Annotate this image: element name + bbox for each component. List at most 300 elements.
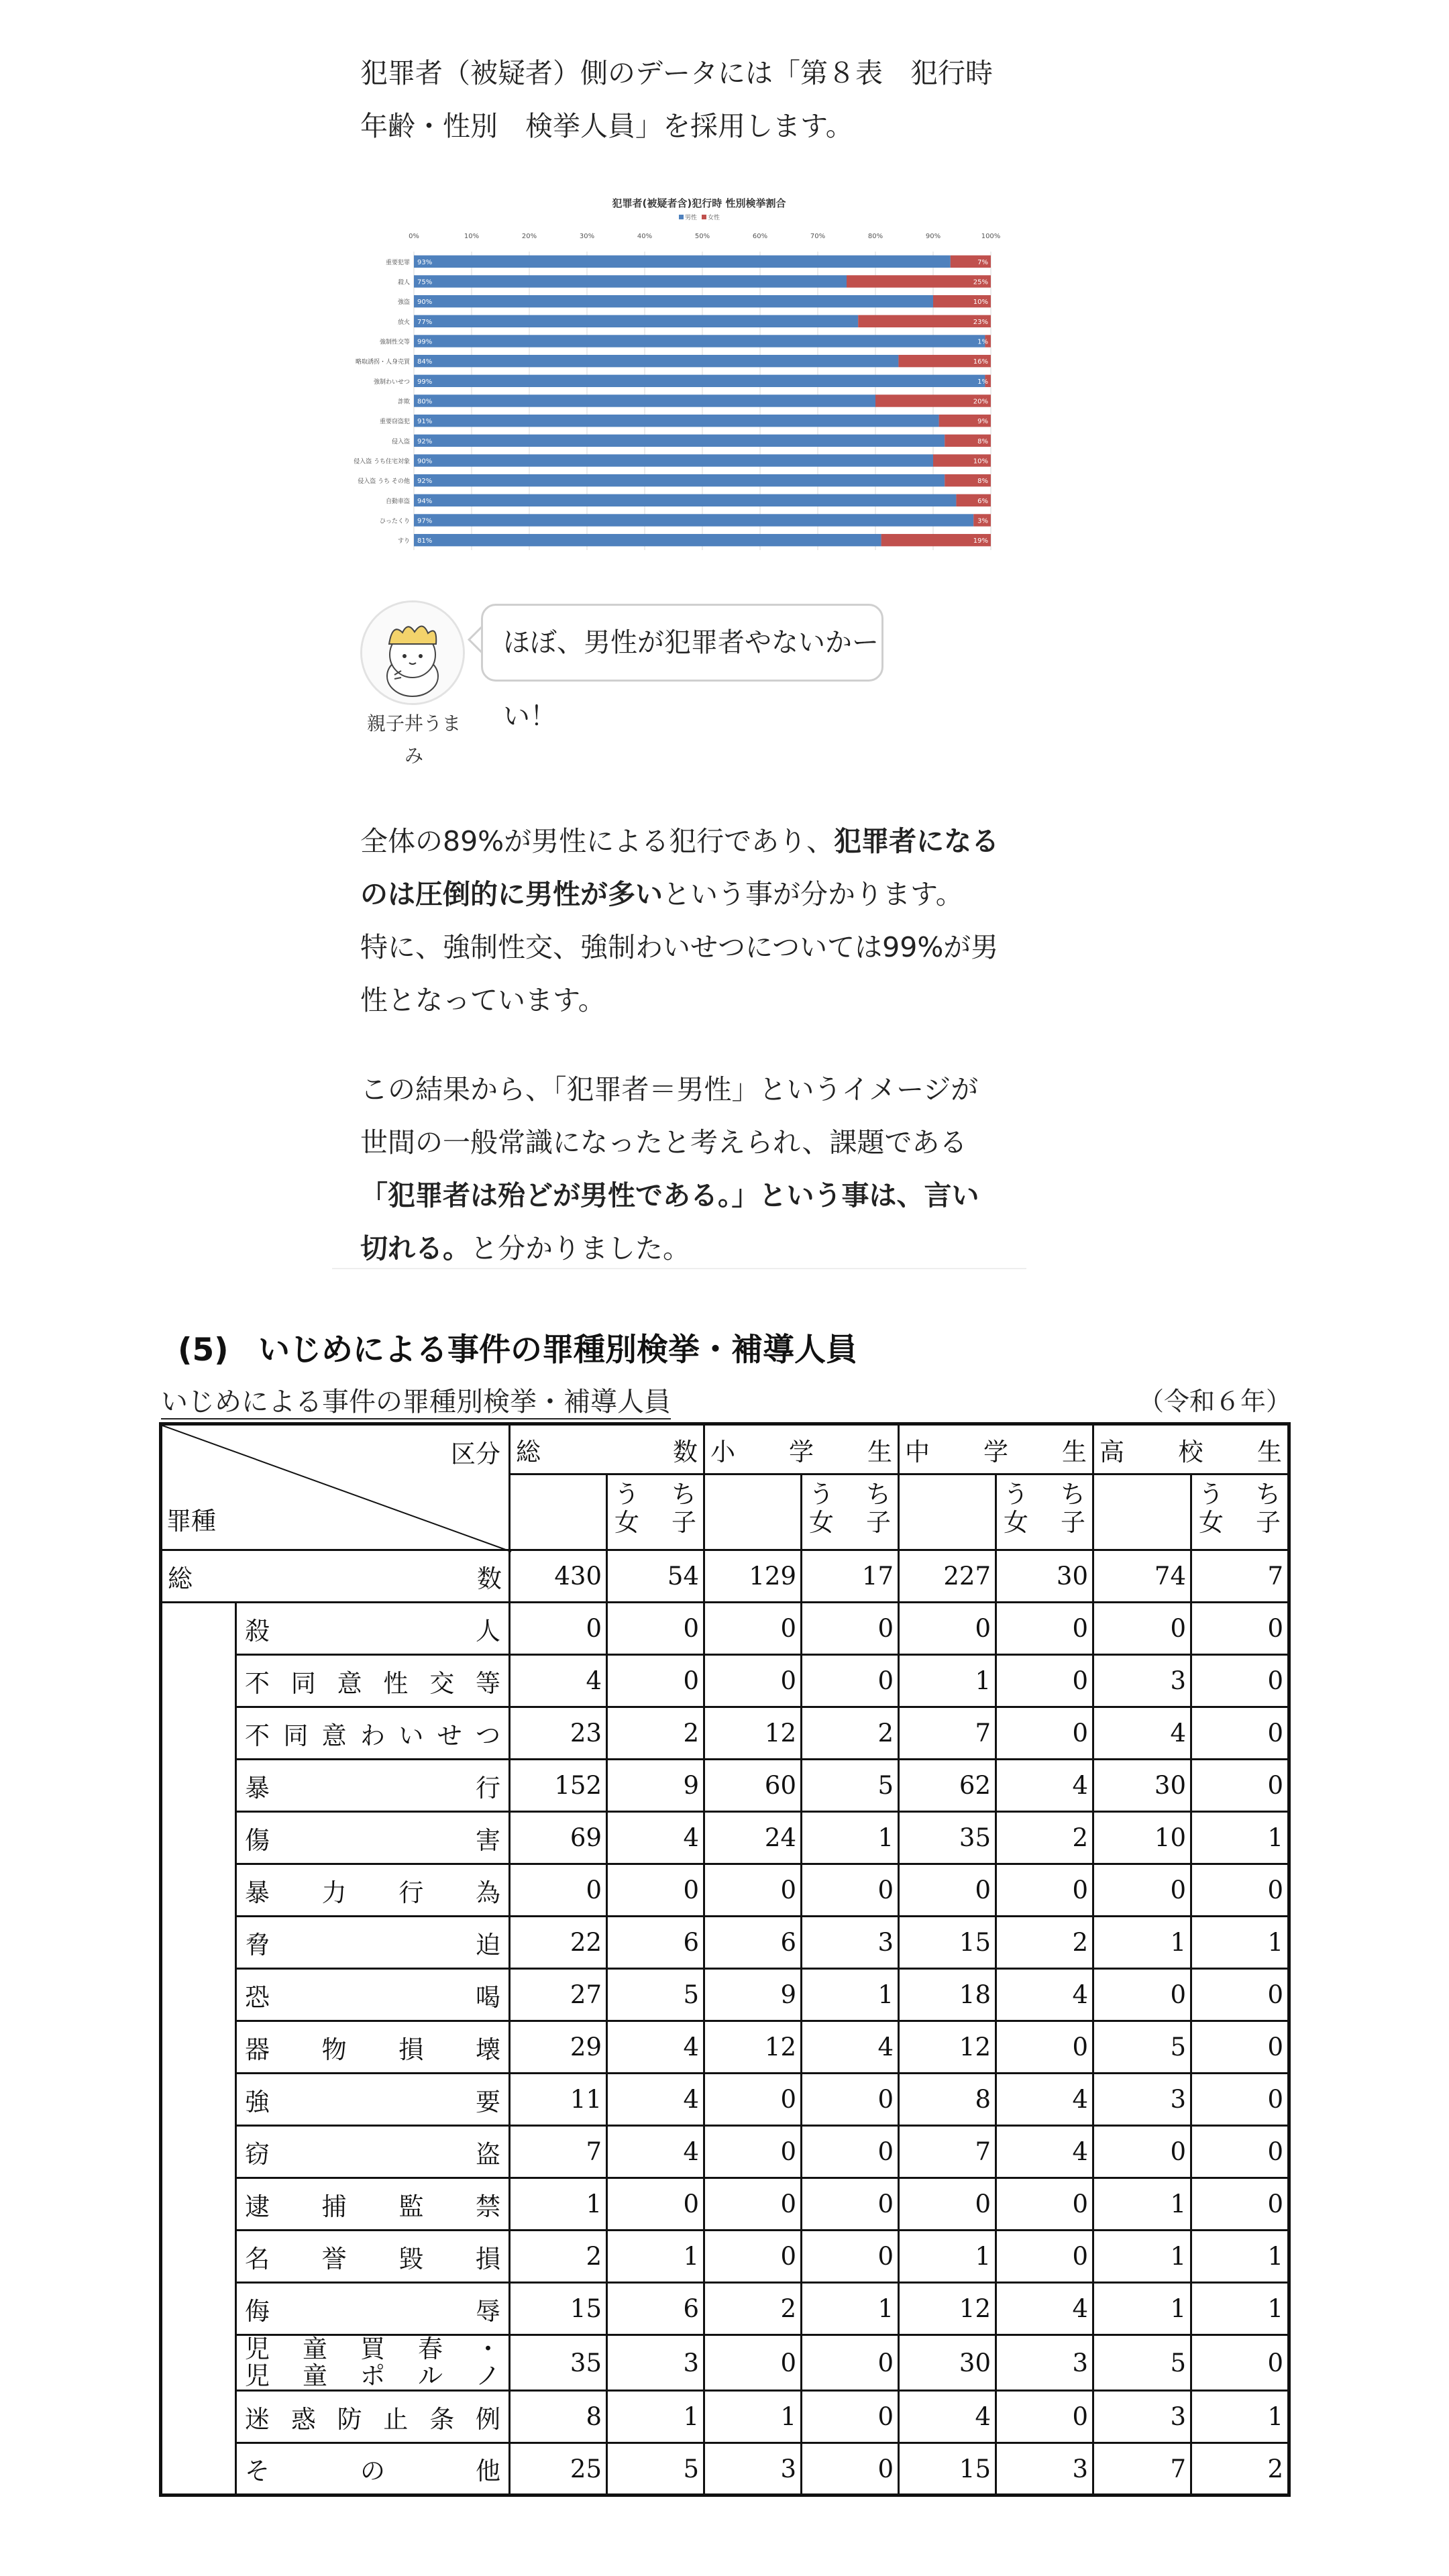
table-cell: 2: [802, 1707, 899, 1760]
chart-svg: [354, 188, 1011, 557]
data-label: 7%: [977, 258, 988, 266]
table-cell: 1: [1191, 2391, 1289, 2443]
sub-header-female: う ち 女 子: [996, 1474, 1093, 1550]
table-cell: 5: [802, 1760, 899, 1812]
category-label: 重要犯罪: [385, 259, 410, 266]
table-cell: 3: [1093, 2074, 1191, 2126]
table-cell: 29: [510, 2021, 607, 2074]
sub-header-female: う ち 女 子: [1191, 1474, 1289, 1550]
row-label: 侮 辱: [236, 2283, 510, 2335]
table-year: （令和６年）: [1138, 1387, 1292, 1416]
row-indent: [161, 1969, 236, 2021]
table-cell: 0: [1191, 2178, 1289, 2231]
para2-text-a: 全体の89%が男性による犯行であり、: [360, 825, 835, 857]
table-cell: 0: [996, 2231, 1093, 2283]
chart-title: 犯罪者(被疑者含)犯行時 性別検挙割合: [612, 197, 786, 209]
bar-segment: [414, 514, 973, 526]
x-tick-label: 90%: [925, 233, 941, 240]
table-cell: 0: [802, 2391, 899, 2443]
table-cell: 30: [1093, 1760, 1191, 1812]
row-indent: [161, 2283, 236, 2335]
row-indent: [161, 1760, 236, 1812]
data-label: 99%: [417, 338, 433, 346]
table-row: [161, 2126, 1289, 2178]
category-label: 侵入盗: [391, 438, 410, 445]
row-indent: [161, 2021, 236, 2074]
table-cell: 0: [704, 2231, 802, 2283]
category-label: 重要窃盗犯: [379, 419, 410, 426]
data-label: 91%: [417, 418, 433, 426]
data-label: 97%: [417, 517, 433, 525]
row-indent: [161, 2335, 236, 2391]
table-cell: 1: [1093, 1917, 1191, 1969]
para2-text-e: 特に、強制性交、強制わいせつについては99%が男: [360, 931, 999, 963]
table-row: [161, 1864, 1289, 1917]
para2-bold-b: 犯罪者になる: [834, 825, 1000, 857]
row-indent: [161, 1812, 236, 1864]
table-cell: 129: [704, 1550, 802, 1603]
table-cell: 2: [704, 2283, 802, 2335]
table-cell: 2: [1191, 2443, 1289, 2496]
table-cell: 0: [802, 2126, 899, 2178]
data-label: 8%: [977, 478, 988, 486]
row-label: 殺 人: [236, 1603, 510, 1655]
para2-text-f: 性となっています。: [360, 984, 606, 1016]
table-cell: 7: [899, 1707, 996, 1760]
table-cell: 5: [1093, 2335, 1191, 2391]
para3-bold-d: 切れる。: [360, 1232, 470, 1265]
table-cell: 1: [607, 2231, 704, 2283]
row-indent: [161, 1603, 236, 1655]
x-tick-label: 10%: [464, 233, 480, 240]
table-cell: 0: [802, 2335, 899, 2391]
table-row: [161, 2391, 1289, 2443]
table-cell: 7: [1191, 1550, 1289, 1603]
data-label: 81%: [417, 537, 433, 545]
bullying-crime-table: [159, 1422, 1291, 2497]
row-label: 迷 惑 防 止 条 例: [236, 2391, 510, 2443]
group-header-high-school: 高 校 生: [1093, 1424, 1289, 1474]
data-label: 9%: [977, 418, 988, 426]
table-cell: 1: [802, 2283, 899, 2335]
table-cell: 15: [510, 2283, 607, 2335]
table-cell: 0: [704, 1864, 802, 1917]
row-indent: [161, 2391, 236, 2443]
bar-segment: [414, 315, 858, 327]
table-cell: 4: [899, 2391, 996, 2443]
table-cell: 0: [607, 1655, 704, 1707]
group-header-elementary: 小 学 生: [704, 1424, 899, 1474]
legend-swatch: [702, 215, 706, 219]
table-cell: 4: [607, 2074, 704, 2126]
table-row: [161, 1707, 1289, 1760]
para3-text-a: この結果から、「犯罪者＝男性」というイメージが: [360, 1073, 979, 1106]
table-cell: 2: [607, 1707, 704, 1760]
table-cell: 62: [899, 1760, 996, 1812]
gender-ratio-chart: [354, 188, 1011, 557]
legend-label: 女性: [708, 215, 720, 221]
intro-line1: 犯罪者（被疑者）側のデータには「第８表 犯行時: [360, 57, 993, 89]
row-label-total: 総 数: [161, 1550, 510, 1603]
table-cell: 5: [607, 2443, 704, 2496]
table-cell: 4: [996, 2074, 1093, 2126]
table-cell: 4: [510, 1655, 607, 1707]
table-cell: 3: [996, 2443, 1093, 2496]
category-label: 略取誘拐・人身売買: [355, 359, 410, 366]
table-cell: 0: [802, 1864, 899, 1917]
table-cell: 1: [899, 2231, 996, 2283]
x-tick-label: 70%: [810, 233, 826, 240]
table-cell: 0: [1191, 1655, 1289, 1707]
table-cell: 4: [996, 2126, 1093, 2178]
table-cell: 0: [607, 2178, 704, 2231]
table-row: [161, 2021, 1289, 2074]
analysis-paragraph: [360, 815, 1031, 1027]
table-cell: 0: [802, 2231, 899, 2283]
table-cell: 30: [996, 1550, 1093, 1603]
data-label: 1%: [977, 338, 988, 346]
table-cell: 12: [704, 1707, 802, 1760]
table-cell: 152: [510, 1760, 607, 1812]
table-cell: 0: [1191, 1707, 1289, 1760]
cat-avatar-icon: [362, 602, 463, 703]
comment-text: ほぼ、男性が犯罪者やないかーい！: [503, 627, 879, 732]
table-cell: 4: [607, 2126, 704, 2178]
category-label: 侵入盗 うち住宅対象: [354, 458, 410, 466]
row-label: 恐 喝: [236, 1969, 510, 2021]
table-cell: 1: [802, 1969, 899, 2021]
table-cell: 4: [802, 2021, 899, 2074]
intro-paragraph: [360, 47, 1031, 153]
row-indent: [161, 2126, 236, 2178]
table-row: [161, 1655, 1289, 1707]
data-label: 10%: [973, 458, 988, 466]
table-cell: 3: [704, 2443, 802, 2496]
x-tick-label: 50%: [694, 233, 710, 240]
group-header-junior-high: 中 学 生: [899, 1424, 1093, 1474]
table-cell: 0: [510, 1603, 607, 1655]
table-cell: 3: [802, 1917, 899, 1969]
row-label: 器 物 損 壊: [236, 2021, 510, 2074]
table-cell: 4: [996, 2283, 1093, 2335]
table-cell: 3: [1093, 1655, 1191, 1707]
data-label: 20%: [973, 398, 988, 406]
table-cell: 12: [704, 2021, 802, 2074]
table-cell: 0: [704, 1603, 802, 1655]
row-label: 逮 捕 監 禁: [236, 2178, 510, 2231]
table-cell: 3: [607, 2335, 704, 2391]
table-cell: 227: [899, 1550, 996, 1603]
table-cell: 18: [899, 1969, 996, 2021]
table-cell: 6: [607, 2283, 704, 2335]
table-cell: 0: [704, 1655, 802, 1707]
speech-bubble: [481, 604, 883, 732]
bar-segment: [414, 295, 933, 307]
table-cell: 0: [704, 2074, 802, 2126]
group-header-total: 総 数: [510, 1424, 704, 1474]
table-cell: 0: [899, 1603, 996, 1655]
data-label: 90%: [417, 299, 433, 307]
table-row: [161, 2074, 1289, 2126]
table-cell: 1: [607, 2391, 704, 2443]
para2-text-d: という事が分かります。: [663, 878, 963, 910]
table-cell: 0: [996, 1603, 1093, 1655]
row-label: 強 要: [236, 2074, 510, 2126]
data-label: 10%: [973, 299, 988, 307]
table-cell: 0: [802, 2074, 899, 2126]
table-cell: 35: [510, 2335, 607, 2391]
table-cell: 7: [899, 2126, 996, 2178]
table-cell: 430: [510, 1550, 607, 1603]
category-label: 殺人: [397, 279, 410, 286]
comment-author: 親子丼うまみ: [366, 712, 461, 767]
table-row: [161, 1917, 1289, 1969]
table-cell: 0: [996, 2021, 1093, 2074]
data-label: 6%: [977, 497, 988, 505]
table-row: [161, 1969, 1289, 2021]
table-cell: 0: [1093, 2126, 1191, 2178]
bar-segment: [414, 494, 956, 506]
table-cell: 0: [704, 2178, 802, 2231]
table-cell: 9: [704, 1969, 802, 2021]
row-indent: [161, 1917, 236, 1969]
table-cell: 27: [510, 1969, 607, 2021]
table-cell: 4: [607, 1812, 704, 1864]
data-label: 23%: [973, 318, 988, 326]
data-label: 84%: [417, 358, 433, 366]
table-cell: 0: [1191, 2126, 1289, 2178]
x-tick-label: 80%: [867, 233, 883, 240]
intro-line2: 年齢・性別 検挙人員」を採用します。: [360, 110, 853, 142]
row-label: そ の 他: [236, 2443, 510, 2496]
table-cell: 0: [899, 1864, 996, 1917]
conclusion-paragraph: [360, 1063, 1031, 1275]
table-cell: 0: [607, 1603, 704, 1655]
row-label: 不 同 意 わ い せ つ: [236, 1707, 510, 1760]
row-label: 児 童 買 春 ・ 児 童 ポ ル ノ: [236, 2335, 510, 2391]
category-label: 放火: [397, 319, 410, 326]
table-cell: 22: [510, 1917, 607, 1969]
data-label: 80%: [417, 398, 433, 406]
table-cell: 0: [607, 1864, 704, 1917]
table-cell: 4: [996, 1969, 1093, 2021]
divider: [332, 1268, 1026, 1269]
table-cell: 0: [996, 1707, 1093, 1760]
category-label: 侵入盗 うち その他: [358, 478, 410, 486]
table-cell: 1: [1093, 2283, 1191, 2335]
bar-segment: [414, 454, 933, 466]
para3-text-e: と分かりました。: [470, 1232, 690, 1265]
row-indent: [161, 1864, 236, 1917]
table-cell: 12: [899, 2021, 996, 2074]
table-cell: 0: [996, 1864, 1093, 1917]
data-label: 92%: [417, 478, 433, 486]
bar-segment: [414, 335, 985, 347]
row-label: 窃 盗: [236, 2126, 510, 2178]
x-tick-label: 40%: [637, 233, 653, 240]
header-kubun: 区分: [451, 1440, 500, 1468]
table-row: [161, 2178, 1289, 2231]
table-cell: 0: [802, 1655, 899, 1707]
table-cell: 7: [510, 2126, 607, 2178]
data-label: 25%: [973, 278, 988, 286]
table-cell: 3: [1093, 2391, 1191, 2443]
row-indent: [161, 2231, 236, 2283]
table-row: [161, 2283, 1289, 2335]
table-cell: 6: [607, 1917, 704, 1969]
bar-segment: [847, 275, 991, 287]
para3-text-b: 世間の一般常識になったと考えられ、課題である: [360, 1126, 967, 1159]
table-cell: 0: [1093, 1969, 1191, 2021]
table-cell: 0: [1191, 1760, 1289, 1812]
table-cell: 35: [899, 1812, 996, 1864]
row-indent: [161, 1655, 236, 1707]
table-cell: 4: [1093, 1707, 1191, 1760]
avatar: [360, 600, 465, 705]
data-label: 1%: [977, 378, 988, 386]
bar-segment: [414, 394, 875, 407]
para3-bold-c: 「犯罪者は殆どが男性である。」という事は、言い: [360, 1179, 979, 1212]
x-tick-label: 60%: [752, 233, 768, 240]
table-cell: 1: [1093, 2231, 1191, 2283]
legend-label: 男性: [685, 215, 698, 221]
table-cell: 0: [1191, 1864, 1289, 1917]
table-cell: 0: [1191, 2335, 1289, 2391]
table-cell: 0: [899, 2178, 996, 2231]
table-cell: 5: [607, 1969, 704, 2021]
row-label: 不 同 意 性 交 等: [236, 1655, 510, 1707]
table-cell: 1: [1191, 1812, 1289, 1864]
row-label: 脅 迫: [236, 1917, 510, 1969]
table-cell: 54: [607, 1550, 704, 1603]
table-cell: 4: [996, 1760, 1093, 1812]
table-cell: 0: [1191, 2021, 1289, 2074]
table-cell: 15: [899, 1917, 996, 1969]
sub-header-blank: [1093, 1474, 1191, 1550]
table-cell: 0: [1191, 2074, 1289, 2126]
table-cell: 24: [704, 1812, 802, 1864]
section-number: (5): [178, 1332, 229, 1368]
bar-segment: [414, 256, 951, 268]
table-cell: 7: [1093, 2443, 1191, 2496]
sub-header-blank: [510, 1474, 607, 1550]
table-cell: 1: [899, 1655, 996, 1707]
x-tick-label: 30%: [579, 233, 595, 240]
bar-segment: [858, 315, 991, 327]
sub-header-female: う ち 女 子: [607, 1474, 704, 1550]
category-label: 強制わいせつ: [373, 378, 410, 386]
table-cell: 1: [802, 1812, 899, 1864]
table-row: [161, 1760, 1289, 1812]
data-label: 75%: [417, 278, 433, 286]
bar-segment: [414, 474, 945, 486]
bar-segment: [414, 415, 939, 427]
x-tick-label: 100%: [981, 233, 1001, 240]
table-cell: 0: [802, 2178, 899, 2231]
table-cell: 0: [1093, 1603, 1191, 1655]
table-cell: 0: [802, 1603, 899, 1655]
table-cell: 15: [899, 2443, 996, 2496]
bar-segment: [414, 355, 898, 367]
table-caption: いじめによる事件の罪種別検挙・補導人員: [161, 1386, 671, 1419]
table-row-total: [161, 1550, 1289, 1603]
table-cell: 6: [704, 1917, 802, 1969]
table-cell: 74: [1093, 1550, 1191, 1603]
table-cell: 0: [510, 1864, 607, 1917]
table-row: [161, 2335, 1289, 2391]
data-label: 8%: [977, 437, 988, 445]
sub-header-female: う ち 女 子: [802, 1474, 899, 1550]
table-row: [161, 2443, 1289, 2496]
para2-bold-c: のは圧倒的に男性が多い: [360, 878, 663, 910]
table-cell: 30: [899, 2335, 996, 2391]
row-label: 傷 害: [236, 1812, 510, 1864]
table-cell: 1: [1093, 2178, 1191, 2231]
bar-segment: [414, 534, 881, 546]
data-label: 93%: [417, 258, 433, 266]
table-cell: 8: [899, 2074, 996, 2126]
row-label: 暴 力 行 為: [236, 1864, 510, 1917]
table-cell: 0: [704, 2335, 802, 2391]
table-cell: 23: [510, 1707, 607, 1760]
category-label: 自動車盗: [385, 498, 410, 505]
table-cell: 0: [802, 2443, 899, 2496]
table-cell: 0: [1093, 1864, 1191, 1917]
bar-segment: [414, 275, 847, 287]
row-label: 暴 行: [236, 1760, 510, 1812]
table-row: [161, 1603, 1289, 1655]
x-tick-label: 0%: [409, 233, 419, 240]
table-cell: 60: [704, 1760, 802, 1812]
table-cell: 0: [996, 1655, 1093, 1707]
category-label: すり: [397, 538, 410, 545]
row-indent: [161, 2178, 236, 2231]
category-label: 詐欺: [397, 398, 410, 406]
data-label: 77%: [417, 318, 433, 326]
data-label: 19%: [973, 537, 988, 545]
table-cell: 1: [1191, 2231, 1289, 2283]
row-indent: [161, 2074, 236, 2126]
header-zaishu: 罪種: [166, 1507, 216, 1536]
table-cell: 1: [704, 2391, 802, 2443]
table-cell: 69: [510, 1812, 607, 1864]
table-cell: 4: [607, 2021, 704, 2074]
sub-header-blank: [704, 1474, 802, 1550]
table-cell: 0: [996, 2178, 1093, 2231]
bar-segment: [414, 435, 945, 447]
table-cell: 0: [996, 2391, 1093, 2443]
header-corner: [161, 1424, 510, 1550]
category-label: 強盗: [397, 299, 410, 307]
table-cell: 3: [996, 2335, 1093, 2391]
table-cell: 0: [1191, 1969, 1289, 2021]
table-cell: 1: [510, 2178, 607, 2231]
data-label: 92%: [417, 437, 433, 445]
category-label: 強制性交等: [379, 339, 410, 346]
table-cell: 9: [607, 1760, 704, 1812]
section-heading: [178, 1325, 857, 1370]
table-cell: 2: [510, 2231, 607, 2283]
table-cell: 5: [1093, 2021, 1191, 2074]
category-label: ひったくり: [379, 518, 410, 525]
table-cell: 25: [510, 2443, 607, 2496]
data-label: 16%: [973, 358, 988, 366]
table-cell: 8: [510, 2391, 607, 2443]
data-label: 99%: [417, 378, 433, 386]
table-cell: 17: [802, 1550, 899, 1603]
table-cell: 1: [1191, 2283, 1289, 2335]
table-row: [161, 2231, 1289, 2283]
